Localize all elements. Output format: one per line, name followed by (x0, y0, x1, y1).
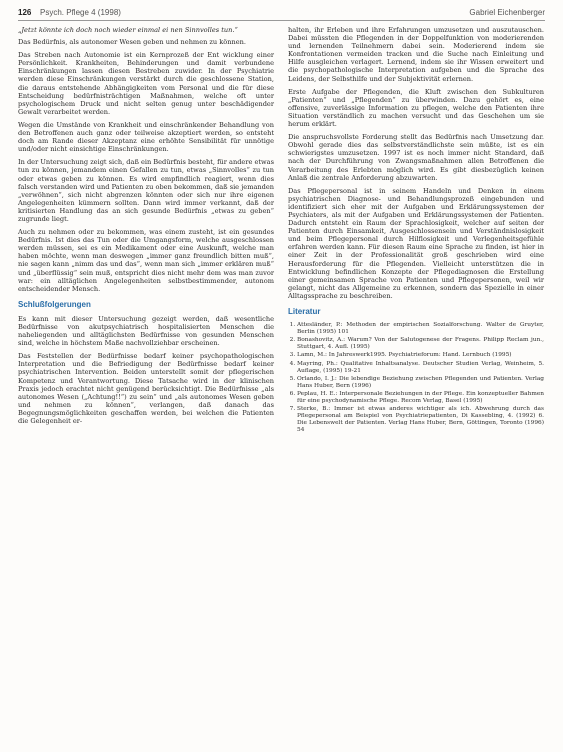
reference-item: 6. Peplau, H. E.: Interpersonale Beziehungen in der Pflege. Ein konzeptueller Bahmen für eine psychodynamische Pflege. Recom Verlag, Basel (1995) (297, 391, 544, 405)
reference-item: 4. Mayring, Ph.: Qualitative Inhaltsanalyse. Deutscher Studien Verlag, Weinheim, 5. Auflage, (1995) 19-21 (297, 361, 544, 375)
section-heading-literature: Literatur (288, 307, 321, 316)
author-name: Gabriel Eichenberger (469, 8, 545, 17)
section-heading-conclusions: Schlußfolgerungen (18, 299, 91, 309)
quote-paragraph: „Jetzt könnte ich doch noch wieder einmal ei nen Sinnvolles tun.“ (18, 26, 238, 34)
right-column (288, 26, 544, 436)
body-paragraph: Das Feststellen der Bedürfnisse bedarf keiner psychopathologischen Interpretation und die Befriedigung der Bedürfnisse bedarf keiner psychiatrischen Intervention. Beiden unterstellt somit der pflegerischen Kompetenz und Verantwortung. Diese Tatsache wird in der klinischen Praxis jedoch erachtet nicht genügend berücksichtigt. Die Bedürfnisse „als autonomes Wesen („Achtung!!“) zu sein“ und „als autonomes Wesen geben und nehmen zu können“, verlangen, daß danach das Begegnungsmöglichkeiten geschaffen werden, bei welchen die Patienten die Gelegenheit er- (18, 352, 274, 426)
body-paragraph: Wegen die Umstände von Krankheit und einschränkender Behandlung von den Betroffenen auch ganz oder teilweise akzeptiert werden, so entsteht doch am Rande dieser Akzeptanz eine erhöhte Sensibilität für unnötige und/oder nicht einsichtige Einschränkungen. (18, 120, 274, 154)
body-paragraph: Das Pflegepersonal ist in seinem Handeln und Denken in einem psychiatrischen Diagnose- und Behandlungsprozeß eingebunden und identifiziert sich eher mit der Aufgaben und Erklärungssystemen der Psychiaters, als mit der Aufgaben und Erklärungssystemen der Patienten. Dadurch entsteht ein Raum der Sprachlosigkeit, welcher auf seiten der Patienten durch Einsamkeit, Ausgeschlossensein und Verständnislosigkeit und beim Pflegepersonal durch Hilflosigkeit und Verlegenheitsgefühle erfahren werden kann. Für diesen Raum eine Sprache zu finden, ist hier in einer Zeit in der Professionalität groß geschrieben wird eine Herausforderung für die Pflegenden. Vielleicht unterstützen die in Entwicklung befindlichen Konzepte der Pflegediagnosen die Erstellung einer gemeinsamen Sprache von Patienten und Pflegepersonen, weil wir gelangt, nicht das Allgemeine zu erkennen, sondern das Spezielle in einer Alltagssprache zu beschreiben. (288, 186, 544, 300)
reference-item: 2. Bonashovitz, A.: Warum? Von der Salutogenese der Fragens. Philipp Reclam jun., Stuttgart, 4. Aufl. (1995) (297, 337, 544, 351)
reference-list (288, 322, 544, 434)
reference-item: 5. Orlando, I. J.: Die lebendige Beziehung zwischen Pflegenden und Patienten. Verlag Hans Huber, Bern (1996) (297, 376, 544, 390)
body-paragraph: Auch zu nehmen oder zu bekommen, was einem zusteht, ist ein gesundes Bedürfnis. Ist dies das Tun oder die Umgangsform, welche ausgeschlossen werden müssen, sei es ein Medikament oder eine Auskunft, welche man haben möchte, wenn man deswegen „immer ganz freundlich bitten muß“, nie sagen kann „nimm das und das“, wenn man sich „immer erklären muß“ und „überflüssig“ sein muß, entspricht dies nicht mehr dem was man zuvor war: ein alltäglichen Angelegenheiten selbstbestimmender, autonom entscheidender Mensch. (18, 228, 274, 293)
page-number: 126 (18, 8, 32, 17)
needs-subheading-paragraph: Das Bedürfnis, als autonomer Wesen geben und nehmen zu können. (18, 38, 246, 47)
running-header (18, 6, 545, 21)
reference-item: 7. Sterke, B.: Immer ist etwas anderes wichtiger als ich. Abwehrung durch das Pflegepersonal am Beispiel von Psychiatriepatienten, Di Kassebling, 4. (1992) 6. Die Lebenswelt der Patienten. Verlag Hans Huber, Bern, Göttingen, Toronto (1996) 54 (297, 406, 544, 434)
body-paragraph: Das Streben nach Autonomie ist ein Kernprozeß der Ent wicklung einer Persönlichkeit. Krankheiten, Behinderungen und damit verbundene Einschränkungen lassen diesen Bestreben zuwider. In der Psychiatrie werden diese Einschränkungen verstärkt durch die geschlossene Station, die daraus entstehende Abhängigkeiten vom Personal und die für diese Entscheidung bedürfnisträchtigen Maßnahmen, welche oft unter psychologischem Druck und nicht selten genug unter beschädigender Gewalt verarbeitet werden. (18, 51, 274, 116)
body-paragraph: halten, ihr Erleben und ihre Erfahrungen umzusetzen und auszutauschen. Dabei müssten die Pflegenden in der Doppelfunktion von moderierenden und lernenden Teilnehmern dabei sein. Moderierend indem sie Konfrontationen vermeiden tracken und die Suche nach Einleitung und Hilfe ausgleichen verlagert. Lernend, indem sie ihr Wissen erweitert und die psychopathologische Interpretation aufgeben und die Sprache des Leidens, der Selbsthilfe und der Subjektivität erlernen. (288, 26, 544, 83)
body-paragraph: Die anspruchsvollste Forderung stellt das Bedürfnis nach Umsetzung dar. Obwohl gerade dies das selbstverständlichste sein müßte, ist es ein schwierigstes umzusetzen. 1997 ist es noch immer nicht Standard, daß nach der Durchführung von Zwangsmaßnahmen allen Betroffenen die Verarbeitung des Erlebten möglich wird. Es gibt diesbezüglich keinen Anlaß die zentrale Anforderung abzuwarten. (288, 133, 544, 182)
body-paragraph: Erste Aufgabe der Pflegenden, die Kluft zwischen den Subkulturen „Patienten“ und „Pflegenden“ zu überwinden. Dazu gehört es, eine offensive, zuverlässige Information zu pflegen, welche den Patienten ihre Situation verständlich zu machen versucht und das Geschehen um sie herum erklärt. (288, 87, 544, 129)
journal-reference: Psych. Pflege 4 (1998) (40, 8, 121, 17)
reference-item: 1. Attesländer, P.: Methoden der empirischen Sozialforschung. Walter de Gruyter, Berlin (1995) 101 (297, 322, 544, 336)
body-paragraph: In der Untersuchung zeigt sich, daß ein Bedürfnis besteht, für andere etwas tun zu können, jemandem einen Gefallen zu tun, etwas „Sinnvolles“ zu tun oder etwas geben zu können. Es wird empfindlich reagiert, wenn dies falsch verstanden wird und Patienten zu oben bekommen, daß sie jemanden „verwöhnen“, sich nicht abgrenzen könnten oder sich nur ihre eigenen Angelegenheiten kümmern sollten. Dann wird immer verkannt, daß der kritisierten Handlung das an sich gesunde Bedürfnis „etwas zu geben“ zugrunde liegt. (18, 158, 274, 223)
left-column (18, 26, 274, 430)
body-paragraph: Es kann mit dieser Untersuchung gezeigt werden, daß wesentliche Bedürfnisse von akutpsychiatrisch hospitalisierten Menschen die naheliegenden und alltäglichsten Bedürfnisse von gesunden Menschen sind, welche in höchstem Maße nachvollziehbar erscheinen. (18, 314, 274, 348)
reference-item: 3. Lamn, M.: In Jahreswerk1995. Psychiatrieforum: Hand. Lernbuch (1995) (297, 352, 544, 359)
